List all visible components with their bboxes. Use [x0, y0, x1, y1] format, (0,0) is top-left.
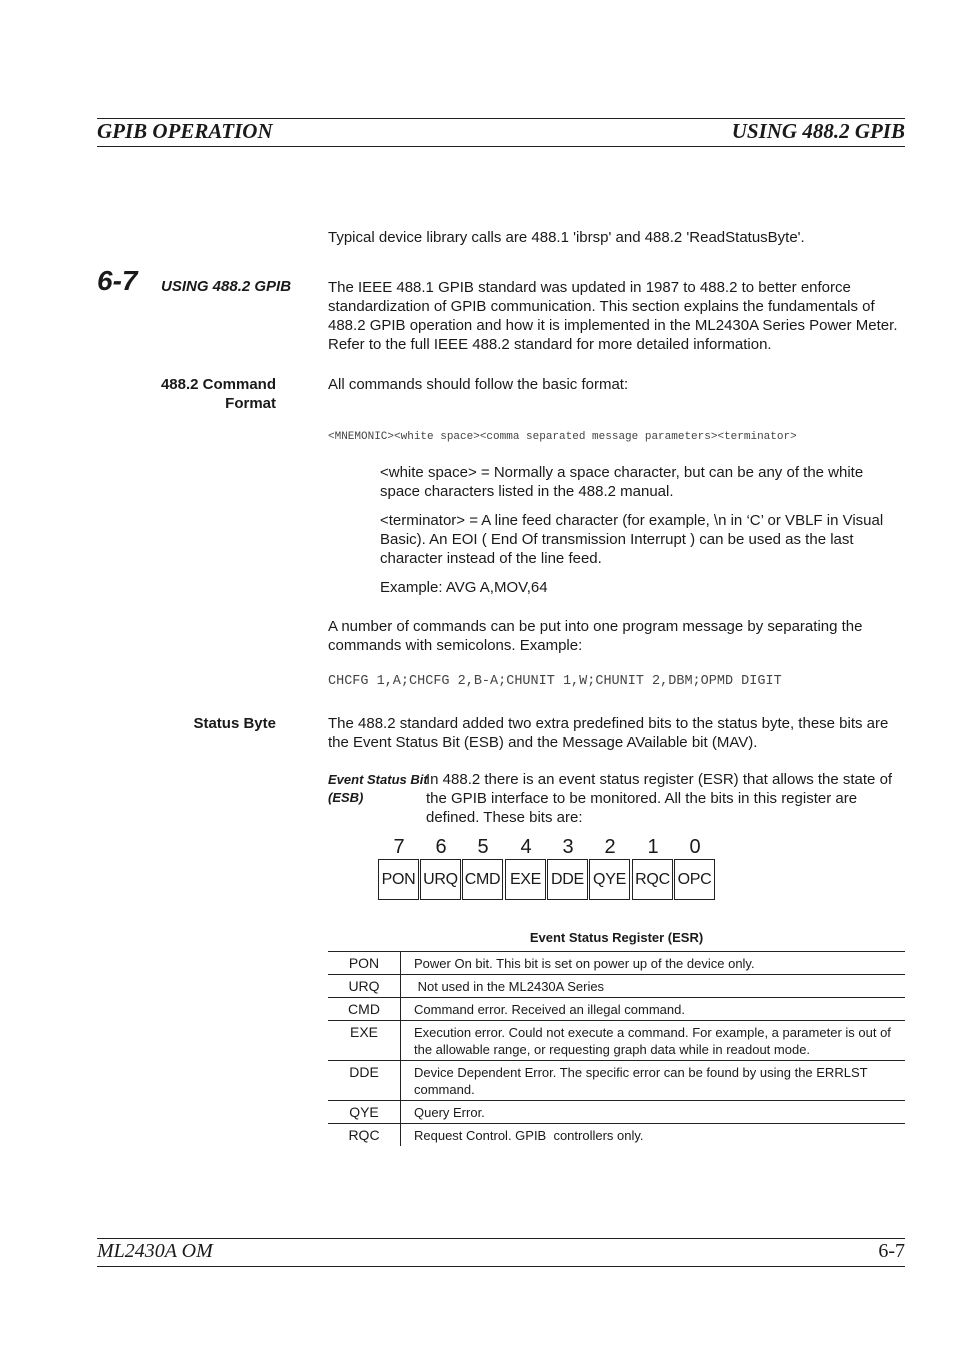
header-left-title: GPIB OPERATION	[97, 119, 273, 143]
table-row	[328, 998, 905, 1021]
white-space-definition: <white space> = Normally a space character, but can be any of the white space characters listed in the 488.2 manual.	[380, 464, 864, 500]
esb-label	[328, 771, 428, 807]
esr-code: PON	[328, 952, 401, 975]
table-row	[328, 1021, 905, 1061]
bit-number: 5	[477, 836, 489, 858]
section-title: USING 488.2 GPIB	[161, 278, 292, 295]
table-row	[328, 975, 905, 998]
bit-number: 3	[562, 836, 574, 858]
bit-box: DDE	[547, 859, 588, 900]
esr-description: Request Control. GPIB controllers only.	[414, 1128, 644, 1143]
table-row	[328, 1124, 905, 1147]
header-bottom-rule	[97, 146, 905, 147]
command-example: Example: AVG A,MOV,64	[380, 579, 548, 596]
section-body: The IEEE 488.1 GPIB standard was updated in 1987 to 488.2 to better enforce standardization of GPIB communication. This section explains the fundamentals of 488.2 GPIB operation and how it is implemented in the ML2430A Series Power Meter. Refer to the full IEEE 488.2 standard for more detailed information.	[328, 279, 898, 353]
esr-description: Power On bit. This bit is set on power up of the device only.	[401, 952, 906, 975]
command-format-heading	[100, 375, 276, 413]
bit-box: RQC	[632, 859, 673, 900]
header-right-title: USING 488.2 GPIB	[731, 119, 905, 143]
bit-number: 6	[435, 836, 447, 858]
esr-table	[328, 951, 905, 1146]
intro-text: Typical device library calls are 488.1 'ibrsp' and 488.2 'ReadStatusByte'.	[328, 229, 805, 246]
bit-box: PON	[378, 859, 419, 900]
command-format-string: <MNEMONIC><white space><comma separated message parameters><terminator>	[328, 431, 797, 443]
bit-number: 4	[520, 836, 532, 858]
command-format-heading-line2: Format	[225, 395, 276, 412]
footer-bottom-rule	[97, 1266, 905, 1267]
multi-commands-text: A number of commands can be put into one program message by separating the commands with semicolons. Example:	[328, 618, 863, 654]
bit-number: 7	[393, 836, 405, 858]
multi-command-example: CHCFG 1,A;CHCFG 2,B-A;CHUNIT 1,W;CHUNIT 2,DBM;OPMD DIGIT	[328, 674, 782, 689]
command-format-intro: All commands should follow the basic format:	[328, 376, 629, 393]
table-row	[328, 1101, 905, 1124]
bit-box: EXE	[505, 859, 546, 900]
esb-label-line2: (ESB)	[328, 790, 364, 805]
esr-description: Execution error. Could not execute a command. For example, a parameter is out of the allowable range, or requesting graph data while in readout mode.	[401, 1021, 906, 1061]
bit-number: 0	[689, 836, 701, 858]
terminator-definition: <terminator> = A line feed character (for example, \n in ‘C’ or VBLF in Visual Basic). An EOI ( End Of transmission Interrupt ) can be used as the last character instead of the line feed.	[380, 512, 884, 567]
status-byte-body: The 488.2 standard added two extra predefined bits to the status byte, these bits are the Event Status Bit (ESB) and the Message AVailable bit (MAV).	[328, 715, 889, 751]
table-row	[328, 1061, 905, 1101]
esr-table-caption: Event Status Register (ESR)	[529, 930, 704, 945]
bit-box: QYE	[589, 859, 630, 900]
esr-description: Query Error.	[401, 1101, 906, 1124]
section-number: 6-7	[97, 265, 138, 296]
bit-number: 2	[604, 836, 616, 858]
footer-document-id: ML2430A OM	[97, 1240, 213, 1262]
bit-box: CMD	[462, 859, 503, 900]
esr-code: URQ	[328, 975, 401, 998]
command-format-heading-line1: 488.2 Command	[160, 376, 276, 393]
table-row	[328, 952, 905, 975]
esb-body: In 488.2 there is an event status register (ESR) that allows the state of the GPIB interface to be monitored. All the bits in this register are defined. These bits are:	[426, 771, 893, 826]
esr-code: RQC	[328, 1124, 401, 1147]
bit-number: 1	[647, 836, 659, 858]
esr-code: CMD	[328, 998, 401, 1021]
footer-top-rule	[97, 1238, 905, 1239]
bit-box: URQ	[420, 859, 461, 900]
footer-page-number: 6-7	[878, 1240, 905, 1262]
bit-box: OPC	[674, 859, 715, 900]
status-byte-heading: Status Byte	[193, 715, 276, 732]
esr-code: EXE	[328, 1021, 401, 1061]
esb-label-line1: Event Status Bit	[328, 772, 428, 787]
esr-description: Not used in the ML2430A Series	[401, 975, 906, 998]
esr-code: QYE	[328, 1101, 401, 1124]
esr-code: DDE	[328, 1061, 401, 1101]
esr-description: Command error. Received an illegal command.	[401, 998, 906, 1021]
esr-description: Device Dependent Error. The specific error can be found by using the ERRLST command.	[401, 1061, 906, 1101]
